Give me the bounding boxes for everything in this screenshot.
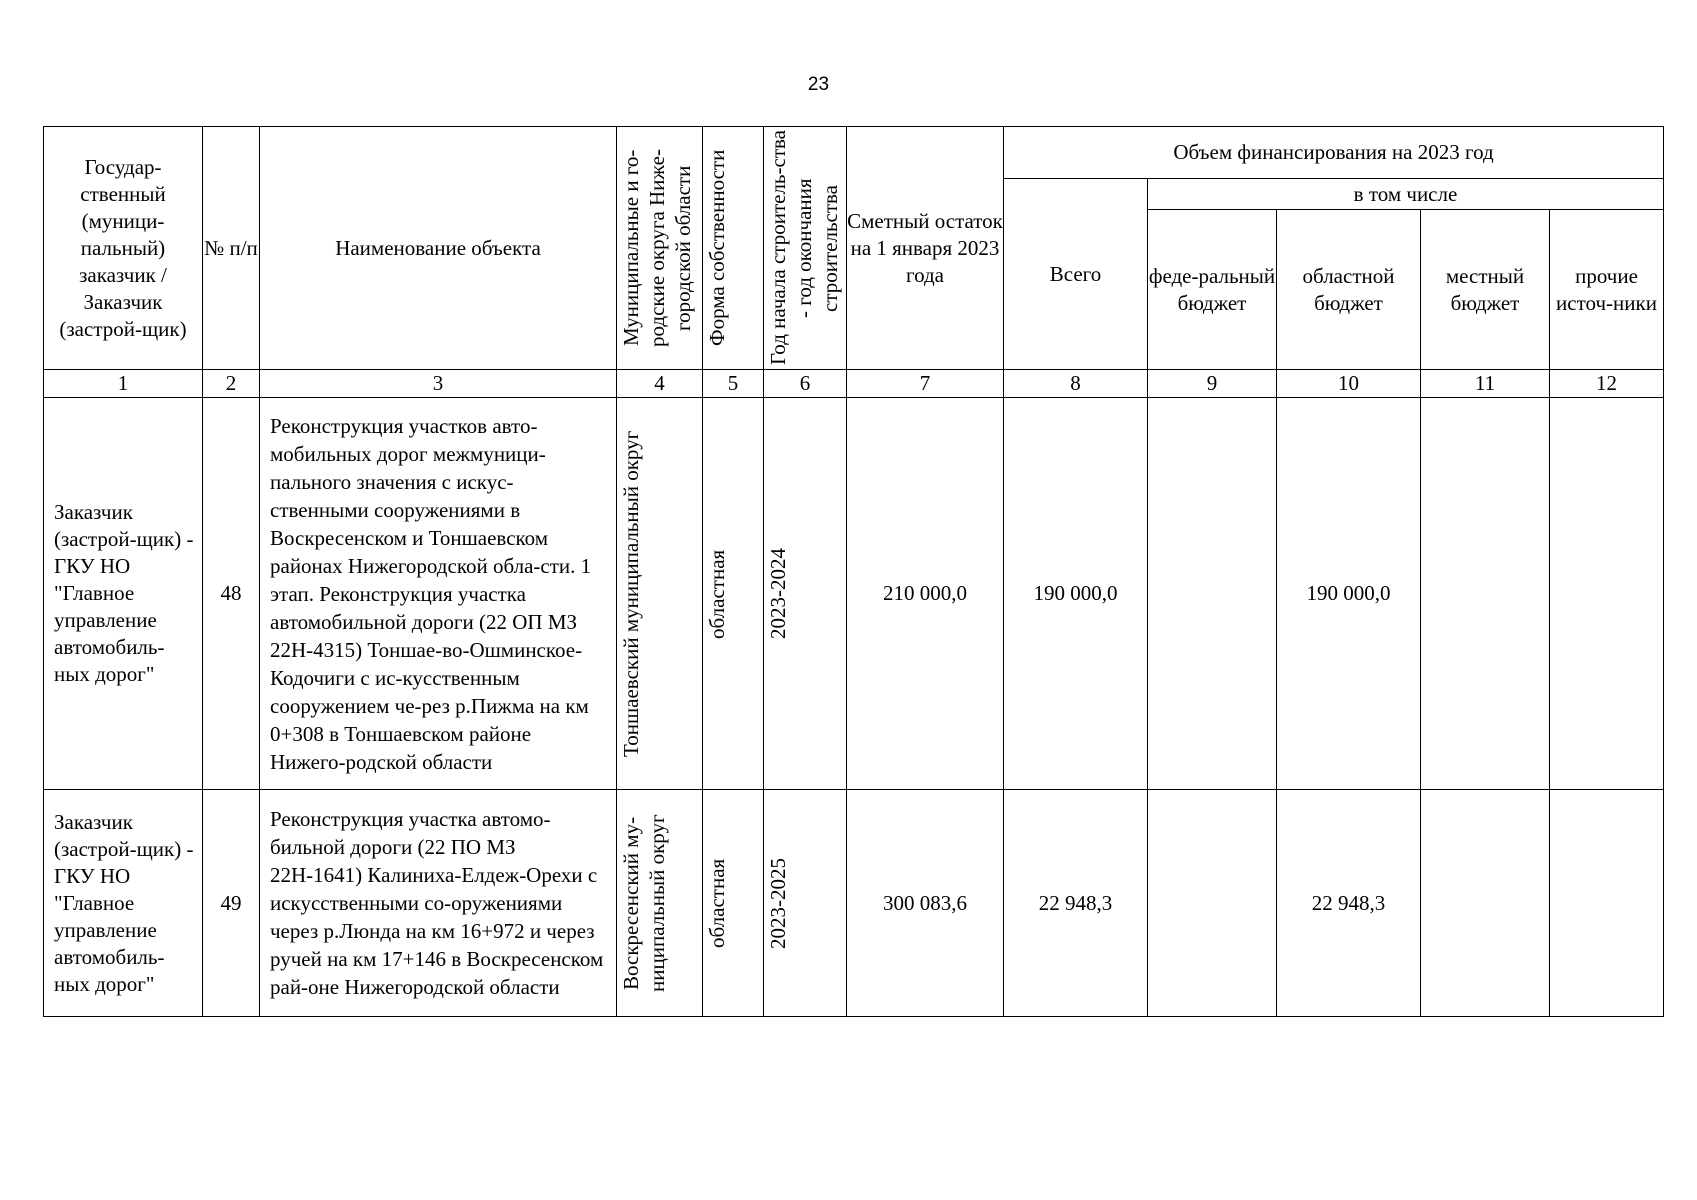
column-number: 3 [260,370,617,398]
header-federal: феде-ральный бюджет [1148,210,1277,370]
row-regional: 190 000,0 [1277,398,1421,790]
row-ownership-text: областная [705,548,729,639]
header-customer: Государ-ственный (муници-пальный) заказчик / Заказчик (застрой-щик) [44,127,203,370]
row-ownership [703,790,764,1017]
row-customer: Заказчик (застрой-щик) - ГКУ НО "Главное управление автомобиль-ных дорог" [44,398,203,790]
row-municipality [617,398,703,790]
column-number: 10 [1277,370,1421,398]
header-object-name: Наименование объекта [260,127,617,370]
page-number: 23 [807,74,830,95]
row-object-name: Реконструкция участков авто-мобильных дорог межмуници-пального значения с искус-ственными сооружениями в Воскресенском и Тоншаевском районах Нижегородской обла-сти. 1 этап. Реконструкция участка автомобильной дороги (22 ОП МЗ 22Н-4315) Тоншае-во-Ошминское-Кодочиги с ис-кусственным сооружением че-рез р.Пижма на км 0+308 в Тоншаевском районе Нижего-родской области [260,398,617,790]
row-municipality-text: Тоншаевский муниципальный округ [618,430,643,757]
column-number: 7 [847,370,1004,398]
row-local [1421,398,1550,790]
column-number: 6 [764,370,847,398]
row-ownership [703,398,764,790]
header-funding-group: Объем финансирования на 2023 год [1004,127,1664,179]
row-other [1550,790,1664,1017]
table-row [44,398,1664,790]
header-ownership [703,127,764,370]
column-number: 5 [703,370,764,398]
row-other [1550,398,1664,790]
row-total: 190 000,0 [1004,398,1148,790]
row-total: 22 948,3 [1004,790,1148,1017]
row-num: 48 [203,398,260,790]
header-local: местный бюджет [1421,210,1550,370]
row-object-name: Реконструкция участка автомо-бильной дороги (22 ПО МЗ 22Н-1641) Калиниха-Елдеж-Орехи с искусственными со-оружениями через р.Люнда на км 16+972 и через ручей на км 17+146 в Воскресенском рай-оне Нижегородской области [260,790,617,1017]
row-num: 49 [203,790,260,1017]
row-years [764,790,847,1017]
row-federal [1148,398,1277,790]
header-regional: областной бюджет [1277,210,1421,370]
row-years-text: 2023-2024 [766,548,790,639]
header-ownership-text: Форма собственности [705,149,729,347]
column-number: 2 [203,370,260,398]
column-number: 4 [617,370,703,398]
header-years-text: Год начала строитель-ства - год окончания строительства [766,130,842,366]
row-years-text: 2023-2025 [766,857,790,949]
header-num: № п/п [203,127,260,370]
column-number: 9 [1148,370,1277,398]
column-number: 1 [44,370,203,398]
row-federal [1148,790,1277,1017]
header-total: Всего [1004,179,1148,370]
row-municipality [617,790,703,1017]
row-estimate: 210 000,0 [847,398,1004,790]
table-row [44,790,1664,1017]
row-years [764,398,847,790]
row-ownership-text: областная [705,858,729,948]
column-number: 11 [1421,370,1550,398]
row-regional: 22 948,3 [1277,790,1421,1017]
row-estimate: 300 083,6 [847,790,1004,1017]
funding-table [43,126,1664,1017]
column-number: 8 [1004,370,1148,398]
header-municipality-text: Муниципальные и го-родские округа Ниже-городской области [618,149,695,347]
row-municipality-text: Воскресенский му-ниципальный округ [618,814,669,992]
header-municipality [617,127,703,370]
header-years [764,127,847,370]
header-estimate: Сметный остаток на 1 января 2023 года [847,127,1004,370]
header-other: прочие источ-ники [1550,210,1664,370]
row-local [1421,790,1550,1017]
row-customer: Заказчик (застрой-щик) - ГКУ НО "Главное управление автомобиль-ных дорог" [44,790,203,1017]
header-including: в том числе [1148,179,1664,210]
column-number: 12 [1550,370,1664,398]
column-number-row [44,370,1664,398]
